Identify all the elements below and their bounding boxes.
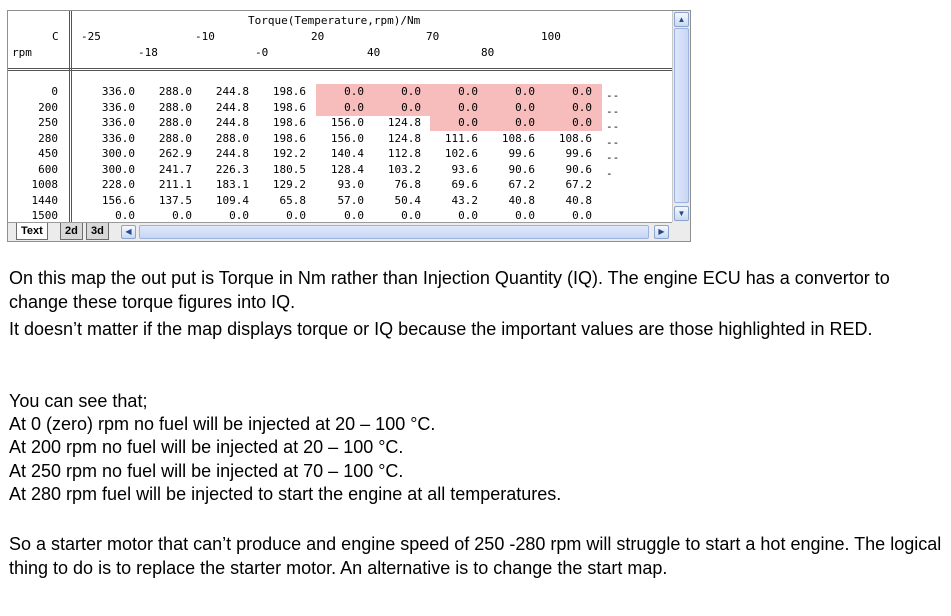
torque-cell[interactable]: 336.0 bbox=[101, 116, 135, 129]
torque-cell[interactable]: 43.2 bbox=[451, 193, 478, 207]
torque-cell[interactable]: 183.1 bbox=[215, 178, 249, 191]
row-suffix-mark: -- bbox=[606, 151, 620, 164]
row-suffix-mark: - bbox=[606, 166, 613, 180]
torque-cell[interactable]: 0.0 bbox=[515, 116, 535, 129]
torque-cell[interactable]: 288.0 bbox=[215, 131, 249, 145]
torque-cell[interactable]: 65.8 bbox=[279, 193, 306, 207]
tab-text[interactable]: Text bbox=[16, 223, 48, 240]
torque-cell[interactable]: 0.0 bbox=[515, 209, 535, 222]
torque-cell[interactable]: 262.9 bbox=[158, 147, 192, 160]
rpm-row-label: 1440 bbox=[31, 193, 58, 207]
torque-cell[interactable]: 0.0 bbox=[515, 85, 535, 98]
torque-cell[interactable]: 0.0 bbox=[572, 85, 592, 98]
col-header: 100 bbox=[541, 30, 561, 43]
horizontal-scrollbar[interactable] bbox=[121, 224, 672, 240]
torque-cell[interactable]: 93.0 bbox=[337, 178, 364, 191]
finding-line-280rpm: At 280 rpm fuel will be injected to start the engine at all temperatures. bbox=[9, 484, 562, 504]
col-header-divider bbox=[8, 68, 672, 71]
torque-cell[interactable]: 288.0 bbox=[158, 85, 192, 98]
torque-cell[interactable]: 67.2 bbox=[565, 178, 592, 191]
torque-cell[interactable]: 0.0 bbox=[229, 209, 249, 222]
row-suffix-mark: -- bbox=[606, 89, 620, 102]
torque-cell[interactable]: 50.4 bbox=[394, 193, 421, 207]
torque-cell[interactable]: 90.6 bbox=[508, 162, 535, 176]
torque-cell[interactable]: 226.3 bbox=[215, 162, 249, 176]
finding-line-0rpm: At 0 (zero) rpm no fuel will be injected at 20 – 100 °C. bbox=[9, 414, 436, 434]
torque-cell[interactable]: 108.6 bbox=[501, 131, 535, 145]
map-grid bbox=[8, 11, 672, 223]
torque-cell[interactable]: 288.0 bbox=[158, 116, 192, 129]
torque-cell[interactable]: 336.0 bbox=[101, 85, 135, 98]
torque-cell[interactable]: 180.5 bbox=[272, 162, 306, 176]
col-header: 70 bbox=[426, 30, 440, 43]
tab-3d[interactable]: 3d bbox=[86, 223, 109, 240]
torque-cell[interactable]: 241.7 bbox=[158, 162, 192, 176]
torque-cell[interactable]: 67.2 bbox=[508, 178, 535, 191]
torque-cell[interactable]: 0.0 bbox=[172, 209, 192, 222]
torque-cell[interactable]: 0.0 bbox=[458, 209, 478, 222]
torque-cell[interactable]: 156.6 bbox=[101, 193, 135, 207]
torque-cell[interactable]: 93.6 bbox=[451, 162, 478, 176]
torque-cell[interactable]: 0.0 bbox=[458, 85, 478, 98]
torque-cell[interactable]: 0.0 bbox=[572, 116, 592, 129]
corner-col-label: C bbox=[52, 30, 59, 43]
torque-cell[interactable]: 99.6 bbox=[508, 147, 535, 160]
torque-cell[interactable]: 0.0 bbox=[515, 100, 535, 114]
row-suffix-mark: -- bbox=[606, 104, 620, 118]
torque-cell[interactable]: 0.0 bbox=[572, 100, 592, 114]
map-title: Torque(Temperature,rpm)/Nm bbox=[248, 14, 421, 27]
torque-cell[interactable]: 336.0 bbox=[101, 100, 135, 114]
scroll-left-button[interactable]: ◀ bbox=[121, 225, 136, 239]
torque-cell[interactable]: 244.8 bbox=[215, 85, 249, 98]
torque-cell[interactable]: 0.0 bbox=[458, 100, 478, 114]
torque-cell[interactable]: 0.0 bbox=[286, 209, 306, 222]
torque-cell[interactable]: 57.0 bbox=[337, 193, 364, 207]
torque-cell[interactable]: 244.8 bbox=[215, 147, 249, 160]
torque-cell[interactable]: 198.6 bbox=[272, 116, 306, 129]
torque-cell[interactable]: 198.6 bbox=[272, 85, 306, 98]
torque-cell[interactable]: 129.2 bbox=[272, 178, 306, 191]
torque-cell[interactable]: 0.0 bbox=[401, 209, 421, 222]
torque-cell[interactable]: 0.0 bbox=[458, 116, 478, 129]
torque-cell[interactable]: 211.1 bbox=[158, 178, 192, 191]
map-window bbox=[7, 10, 691, 242]
rpm-row-label: 280 bbox=[38, 131, 58, 145]
torque-cell[interactable]: 40.8 bbox=[565, 193, 592, 207]
col-header: -0 bbox=[255, 46, 269, 59]
scroll-down-button[interactable]: ▼ bbox=[674, 206, 689, 221]
torque-cell[interactable]: 140.4 bbox=[330, 147, 364, 160]
torque-cell[interactable]: 69.6 bbox=[451, 178, 478, 191]
torque-cell[interactable]: 102.6 bbox=[444, 147, 478, 160]
rpm-row-label: 200 bbox=[38, 100, 58, 114]
rpm-row-label: 600 bbox=[38, 162, 58, 176]
torque-cell[interactable]: 0.0 bbox=[344, 100, 364, 114]
torque-cell[interactable]: 112.8 bbox=[387, 147, 421, 160]
torque-cell[interactable]: 288.0 bbox=[158, 131, 192, 145]
torque-cell[interactable]: 156.0 bbox=[330, 131, 364, 145]
torque-cell[interactable]: 90.6 bbox=[565, 162, 592, 176]
rpm-row-label: 1008 bbox=[31, 178, 58, 191]
finding-line-200rpm: At 200 rpm no fuel will be injected at 20 – 100 °C. bbox=[9, 437, 404, 457]
torque-cell[interactable]: 128.4 bbox=[330, 162, 364, 176]
torque-cell[interactable]: 0.0 bbox=[572, 209, 592, 222]
col-header: 80 bbox=[481, 46, 495, 59]
torque-cell[interactable]: 0.0 bbox=[115, 209, 135, 222]
torque-cell[interactable]: 0.0 bbox=[401, 100, 421, 114]
torque-cell[interactable]: 109.4 bbox=[215, 193, 249, 207]
torque-cell[interactable]: 0.0 bbox=[344, 209, 364, 222]
torque-cell[interactable]: 0.0 bbox=[344, 85, 364, 98]
torque-cell[interactable]: 111.6 bbox=[444, 131, 478, 145]
torque-cell[interactable]: 244.8 bbox=[215, 116, 249, 129]
torque-cell[interactable]: 124.8 bbox=[387, 116, 421, 129]
torque-cell[interactable]: 228.0 bbox=[101, 178, 135, 191]
torque-cell[interactable]: 336.0 bbox=[101, 131, 135, 145]
torque-cell[interactable]: 124.8 bbox=[387, 131, 421, 145]
horizontal-scroll-thumb[interactable] bbox=[139, 225, 649, 239]
col-header: 40 bbox=[367, 46, 381, 59]
torque-cell[interactable]: 288.0 bbox=[158, 100, 192, 114]
scrollbar-corner bbox=[672, 222, 690, 241]
you-can-see-line: You can see that; bbox=[9, 391, 148, 411]
row-header-divider bbox=[69, 11, 72, 223]
row-suffix-mark: -- bbox=[606, 135, 620, 149]
row-suffix-mark: -- bbox=[606, 120, 620, 133]
scroll-right-button[interactable]: ▶ bbox=[654, 225, 669, 239]
rpm-row-label: 1500 bbox=[31, 209, 58, 222]
torque-cell[interactable]: 198.6 bbox=[272, 100, 306, 114]
conclusion-paragraph: So a starter motor that can’t produce and engine speed of 250 -280 rpm will struggle to start a hot engine. The logical thing to do is to replace the starter motor. An alternative is to change the start map. bbox=[9, 534, 942, 578]
torque-cell[interactable]: 300.0 bbox=[101, 147, 135, 160]
torque-cell[interactable]: 108.6 bbox=[558, 131, 592, 145]
torque-cell[interactable]: 156.0 bbox=[330, 116, 364, 129]
col-header: -25 bbox=[81, 30, 101, 43]
torque-cell[interactable]: 99.6 bbox=[565, 147, 592, 160]
rpm-row-label: 250 bbox=[38, 116, 58, 129]
torque-cell[interactable]: 192.2 bbox=[272, 147, 306, 160]
corner-row-label: rpm bbox=[12, 46, 32, 59]
torque-cell[interactable]: 244.8 bbox=[215, 100, 249, 114]
torque-cell[interactable]: 76.8 bbox=[394, 178, 421, 191]
highlight-paragraph: It doesn’t matter if the map displays torque or IQ because the important values are those highlighted in RED. bbox=[9, 319, 873, 339]
finding-line-250rpm: At 250 rpm no fuel will be injected at 70 – 100 °C. bbox=[9, 461, 404, 481]
torque-cell[interactable]: 40.8 bbox=[508, 193, 535, 207]
scroll-up-button[interactable]: ▲ bbox=[674, 12, 689, 27]
rpm-row-label: 0 bbox=[51, 85, 58, 98]
torque-cell[interactable]: 198.6 bbox=[272, 131, 306, 145]
torque-cell[interactable]: 103.2 bbox=[387, 162, 421, 176]
view-tab-bar bbox=[8, 222, 672, 241]
vertical-scrollbar[interactable] bbox=[672, 11, 690, 223]
torque-cell[interactable]: 300.0 bbox=[101, 162, 135, 176]
vertical-scroll-thumb[interactable] bbox=[674, 28, 689, 203]
tab-2d[interactable]: 2d bbox=[60, 223, 83, 240]
col-header: -10 bbox=[195, 30, 215, 43]
torque-cell[interactable]: 0.0 bbox=[401, 85, 421, 98]
intro-paragraph: On this map the out put is Torque in Nm rather than Injection Quantity (IQ). The engine ECU has a convertor to change these torque figures into IQ. bbox=[9, 268, 890, 312]
rpm-row-label: 450 bbox=[38, 147, 58, 160]
torque-cell[interactable]: 137.5 bbox=[158, 193, 192, 207]
col-header: 20 bbox=[311, 30, 325, 43]
col-header: -18 bbox=[138, 46, 158, 59]
